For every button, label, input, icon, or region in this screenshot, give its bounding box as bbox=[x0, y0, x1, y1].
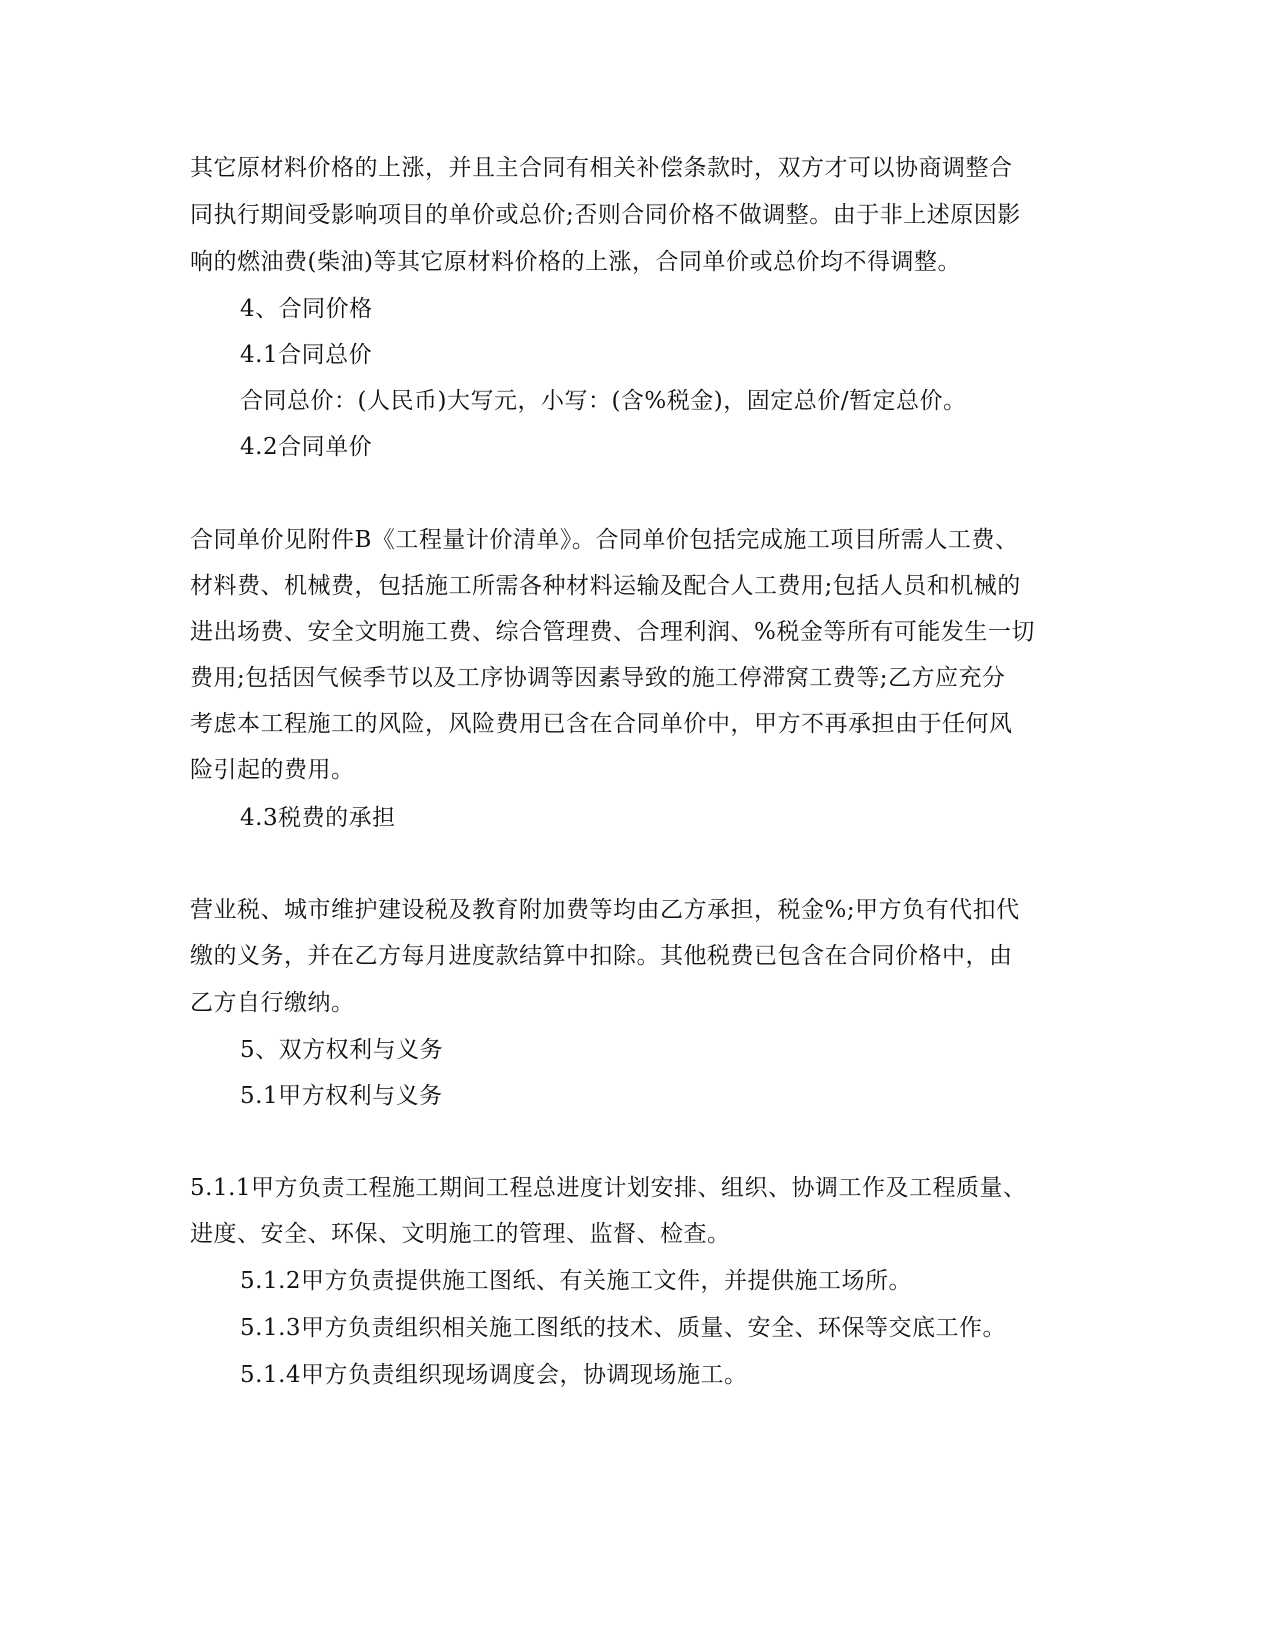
section-heading: 4、合同价格 bbox=[240, 296, 373, 322]
section-heading: 5、双方权利与义务 bbox=[240, 1037, 444, 1063]
paragraph-line: 材料费、机械费，包括施工所需各种材料运输及配合人工费用;包括人员和机械的 bbox=[190, 573, 1021, 599]
paragraph-line: 合同总价：(人民币)大写元，小写：(含%税金)，固定总价/暂定总价。 bbox=[240, 388, 967, 414]
paragraph-line: 响的燃油费(柴油)等其它原材料价格的上涨，合同单价或总价均不得调整。 bbox=[190, 249, 961, 275]
subsection-heading: 4.1合同总价 bbox=[240, 342, 373, 368]
subsection-heading: 4.3税费的承担 bbox=[240, 805, 396, 831]
paragraph-line: 其它原材料价格的上涨，并且主合同有相关补偿条款时，双方才可以协商调整合 bbox=[190, 155, 1013, 181]
paragraph-line: 缴的义务，并在乙方每月进度款结算中扣除。其他税费已包含在合同价格中，由 bbox=[190, 943, 1013, 969]
paragraph-line: 5.1.1甲方负责工程施工期间工程总进度计划安排、组织、协调工作及工程质量、 bbox=[190, 1175, 1027, 1201]
paragraph-line: 合同单价见附件B《工程量计价清单》。合同单价包括完成施工项目所需人工费、 bbox=[190, 527, 1019, 553]
paragraph-line: 险引起的费用。 bbox=[190, 757, 355, 783]
paragraph-line: 进度、安全、环保、文明施工的管理、监督、检查。 bbox=[190, 1221, 731, 1247]
paragraph-line: 5.1.2甲方负责提供施工图纸、有关施工文件，并提供施工场所。 bbox=[240, 1268, 913, 1294]
paragraph-line: 5.1.3甲方负责组织相关施工图纸的技术、质量、安全、环保等交底工作。 bbox=[240, 1315, 1007, 1341]
paragraph-line: 进出场费、安全文明施工费、综合管理费、合理利润、%税金等所有可能发生一切 bbox=[190, 619, 1035, 645]
paragraph-line: 考虑本工程施工的风险，风险费用已含在合同单价中，甲方不再承担由于任何风 bbox=[190, 711, 1013, 737]
paragraph-line: 营业税、城市维护建设税及教育附加费等均由乙方承担，税金%;甲方负有代扣代 bbox=[190, 897, 1020, 923]
subsection-heading: 5.1甲方权利与义务 bbox=[240, 1083, 443, 1109]
subsection-heading: 4.2合同单价 bbox=[240, 434, 373, 460]
paragraph-line: 费用;包括因气候季节以及工序协调等因素导致的施工停滞窝工费等;乙方应充分 bbox=[190, 665, 1006, 691]
paragraph-line: 乙方自行缴纳。 bbox=[190, 990, 355, 1016]
paragraph-line: 5.1.4甲方负责组织现场调度会，协调现场施工。 bbox=[240, 1362, 748, 1388]
paragraph-line: 同执行期间受影响项目的单价或总价;否则合同价格不做调整。由于非上述原因影 bbox=[190, 202, 1021, 228]
